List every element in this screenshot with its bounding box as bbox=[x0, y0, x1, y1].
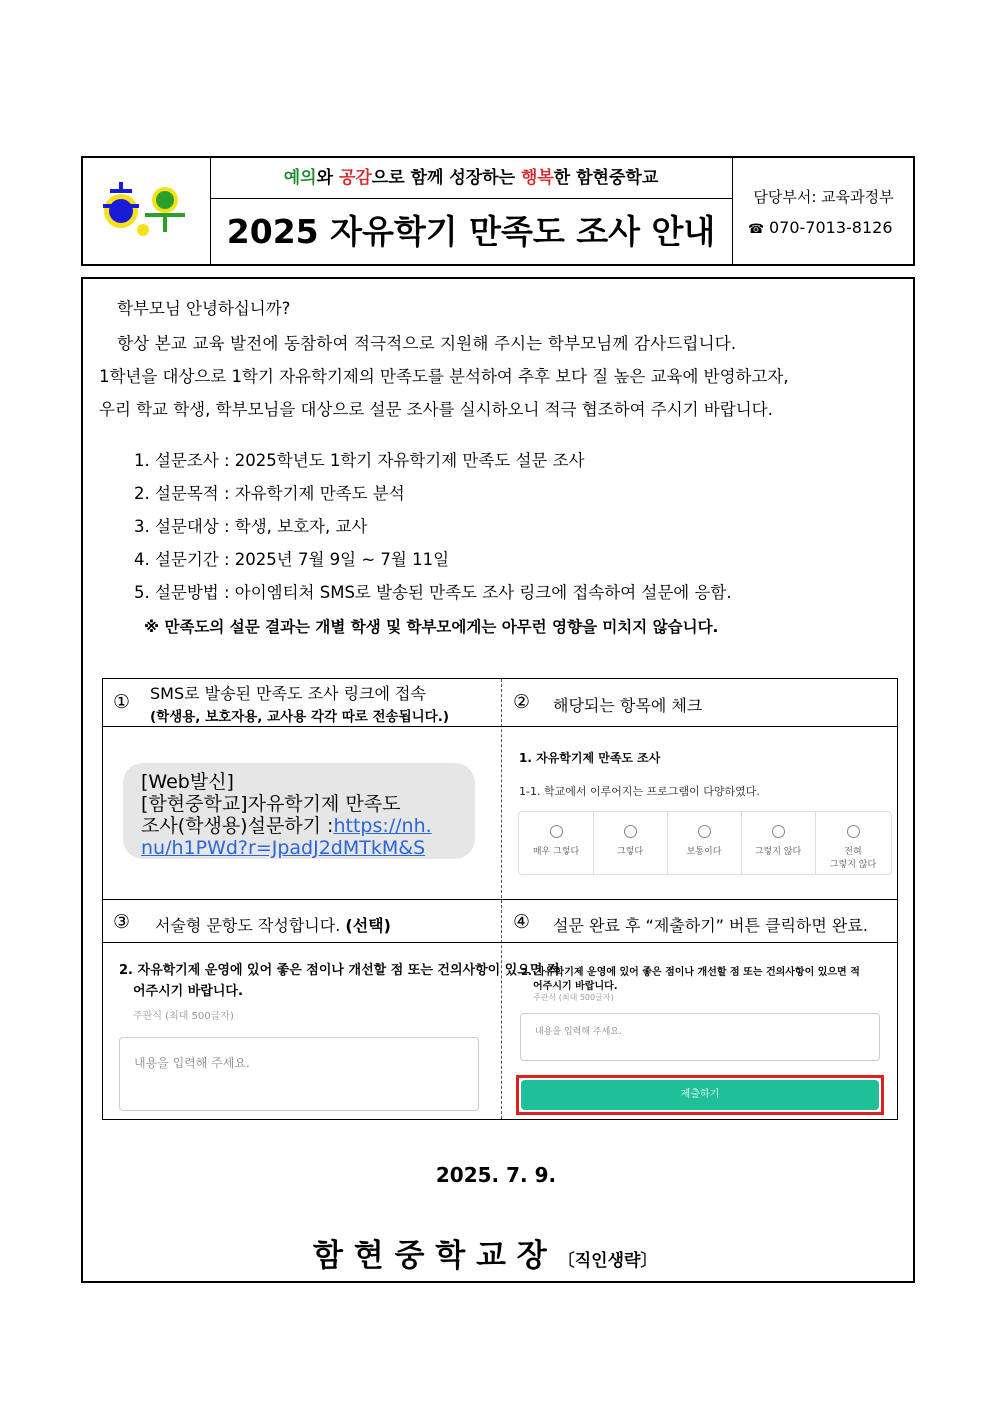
phone-icon: ☎ bbox=[748, 222, 765, 237]
essay-question-cont: 어주시기 바랍니다. bbox=[133, 984, 243, 999]
option-very-agree[interactable] bbox=[519, 812, 594, 874]
option-agree[interactable] bbox=[593, 812, 668, 874]
step-4-title: 설문 완료 후 “제출하기” 버튼 클릭하면 완료. bbox=[553, 916, 868, 935]
list-item: 5. 설문방법 : 아이엠티처 SMS로 발송된 만족도 조사 링크에 접속하여 설문에 응함. bbox=[134, 583, 732, 602]
slogan-part: 와 bbox=[316, 168, 339, 188]
list-item: 3. 설문대상 : 학생, 보호자, 교사 bbox=[134, 517, 368, 536]
contact-cell bbox=[732, 158, 915, 264]
intro-line-1: 항상 본교 교육 발전에 동참하여 적극적으로 지원해 주시는 학부모님께 감사드립니다. bbox=[117, 334, 737, 353]
step-3-text: 서술형 문항도 작성합니다. bbox=[155, 916, 341, 935]
school-logo-icon bbox=[83, 158, 210, 264]
sms-line: [함현중학교]자유학기제 만족도 bbox=[141, 793, 401, 815]
radio-icon bbox=[624, 825, 637, 838]
radio-icon bbox=[847, 825, 860, 838]
option-label: 그렇지 않다 bbox=[754, 847, 802, 857]
list-item: 1. 설문조사 : 2025학년도 1학기 자유학기제 만족도 설문 조사 bbox=[134, 451, 585, 470]
likert-options bbox=[518, 811, 892, 875]
phone-line bbox=[748, 218, 893, 237]
row-divider bbox=[103, 942, 897, 943]
principal-name: 함 현 중 학 교 장 bbox=[313, 1238, 547, 1274]
row-divider bbox=[103, 899, 897, 900]
step-3-optional: (선택) bbox=[345, 916, 391, 935]
survey-question-1: 1. 자유학기제 만족도 조사 bbox=[519, 751, 661, 765]
submit-button[interactable]: 제출하기 bbox=[521, 1080, 879, 1110]
radio-icon bbox=[550, 825, 563, 838]
option-label: 그렇다 bbox=[616, 847, 644, 857]
step-1-number: ① bbox=[113, 691, 131, 713]
guide-table bbox=[102, 678, 898, 1120]
step-3-number: ③ bbox=[113, 911, 131, 933]
slogan-part: 으로 함께 성장하는 bbox=[371, 168, 521, 188]
signature-line bbox=[313, 1230, 657, 1275]
essay-question-cont: 어주시기 바랍니다. bbox=[533, 981, 618, 992]
slogan-part: 공감 bbox=[338, 168, 372, 188]
essay-question: 2. 자유학기제 운영에 있어 좋은 점이나 개선할 점 또는 건의사항이 있으면 적 bbox=[119, 963, 560, 978]
essay-hint: 주관식 (최대 500글자) bbox=[133, 1011, 234, 1022]
list-item: 4. 설문기간 : 2025년 7월 9일 ~ 7월 11일 bbox=[134, 550, 450, 569]
step-2-number: ② bbox=[513, 691, 531, 713]
school-slogan bbox=[210, 158, 732, 199]
essay-placeholder: 내용을 입력해 주세요. bbox=[535, 1027, 622, 1037]
option-label: 보통이다 bbox=[686, 847, 722, 857]
essay-hint: 주관식 (최대 500글자) bbox=[533, 993, 614, 1002]
notice: ※ 만족도의 설문 결과는 개별 학생 및 학부모에게는 아무런 영향을 미치지 않습니다. bbox=[144, 618, 719, 636]
step-1-subtitle: (학생용, 보호자용, 교사용 각각 따로 전송됩니다.) bbox=[150, 709, 450, 725]
radio-icon bbox=[698, 825, 711, 838]
logo-cell bbox=[83, 158, 211, 264]
sms-text: 조사(학생용)설문하기 : bbox=[141, 815, 334, 837]
list-item: 2. 설문목적 : 자유학기제 만족도 분석 bbox=[134, 484, 405, 503]
essay-placeholder: 내용을 입력해 주세요. bbox=[134, 1056, 250, 1070]
option-disagree[interactable] bbox=[741, 812, 816, 874]
slogan-part: 행복 bbox=[520, 168, 554, 188]
option-label: 매우 그렇다 bbox=[532, 847, 580, 857]
essay-textarea[interactable] bbox=[520, 1013, 880, 1061]
sms-bubble bbox=[123, 763, 475, 859]
survey-question-1-1: 1-1. 학교에서 이루어지는 프로그램이 다양하였다. bbox=[519, 785, 760, 798]
survey-link[interactable]: nu/h1PWd?r=JpadJ2dMTkM&S bbox=[141, 837, 426, 859]
essay-question: 2. 자유학기제 운영에 있어 좋은 점이나 개선할 점 또는 건의사항이 있으면 적 bbox=[521, 967, 860, 978]
intro-line-3: 우리 학교 학생, 학부모님을 대상으로 설문 조사를 실시하오니 적극 협조하여 주시기 바랍니다. bbox=[99, 400, 773, 419]
step-4-number: ④ bbox=[513, 911, 531, 933]
slogan-part: 한 함현중학교 bbox=[553, 168, 659, 188]
slogan-part: 예의 bbox=[283, 168, 317, 188]
option-label: 전혀 bbox=[844, 847, 862, 857]
option-very-disagree[interactable] bbox=[815, 812, 891, 874]
phone-number: 070-7013-8126 bbox=[768, 218, 893, 237]
intro-line-2: 1학년을 대상으로 1학기 자유학기제의 만족도를 분석하여 추후 보다 질 높은 교육에 반영하고자, bbox=[99, 367, 789, 386]
submit-highlight bbox=[516, 1075, 884, 1115]
sms-line: [Web발신] bbox=[141, 771, 234, 793]
document-date: 2025. 7. 9. bbox=[435, 1163, 557, 1187]
option-neutral[interactable] bbox=[667, 812, 742, 874]
document-title: 2025 자유학기 만족도 조사 안내 bbox=[226, 212, 716, 251]
sms-line bbox=[141, 815, 475, 837]
option-label: 그렇지 않다 bbox=[829, 860, 877, 870]
department: 담당부서: 교육과정부 bbox=[753, 188, 894, 206]
step-3-title bbox=[155, 913, 391, 936]
seal-note: 〔직인생략〕 bbox=[557, 1251, 658, 1271]
step-2-title: 해당되는 항목에 체크 bbox=[553, 696, 703, 715]
step-1-title: SMS로 발송된 만족도 조사 링크에 접속 bbox=[150, 684, 426, 703]
greeting: 학부모님 안녕하십니까? bbox=[117, 299, 291, 318]
title-cell bbox=[210, 158, 733, 264]
survey-link[interactable]: https://nh. bbox=[333, 815, 432, 837]
document-header bbox=[81, 156, 915, 266]
radio-icon bbox=[772, 825, 785, 838]
essay-textarea[interactable] bbox=[119, 1037, 479, 1111]
row-divider bbox=[103, 726, 897, 727]
